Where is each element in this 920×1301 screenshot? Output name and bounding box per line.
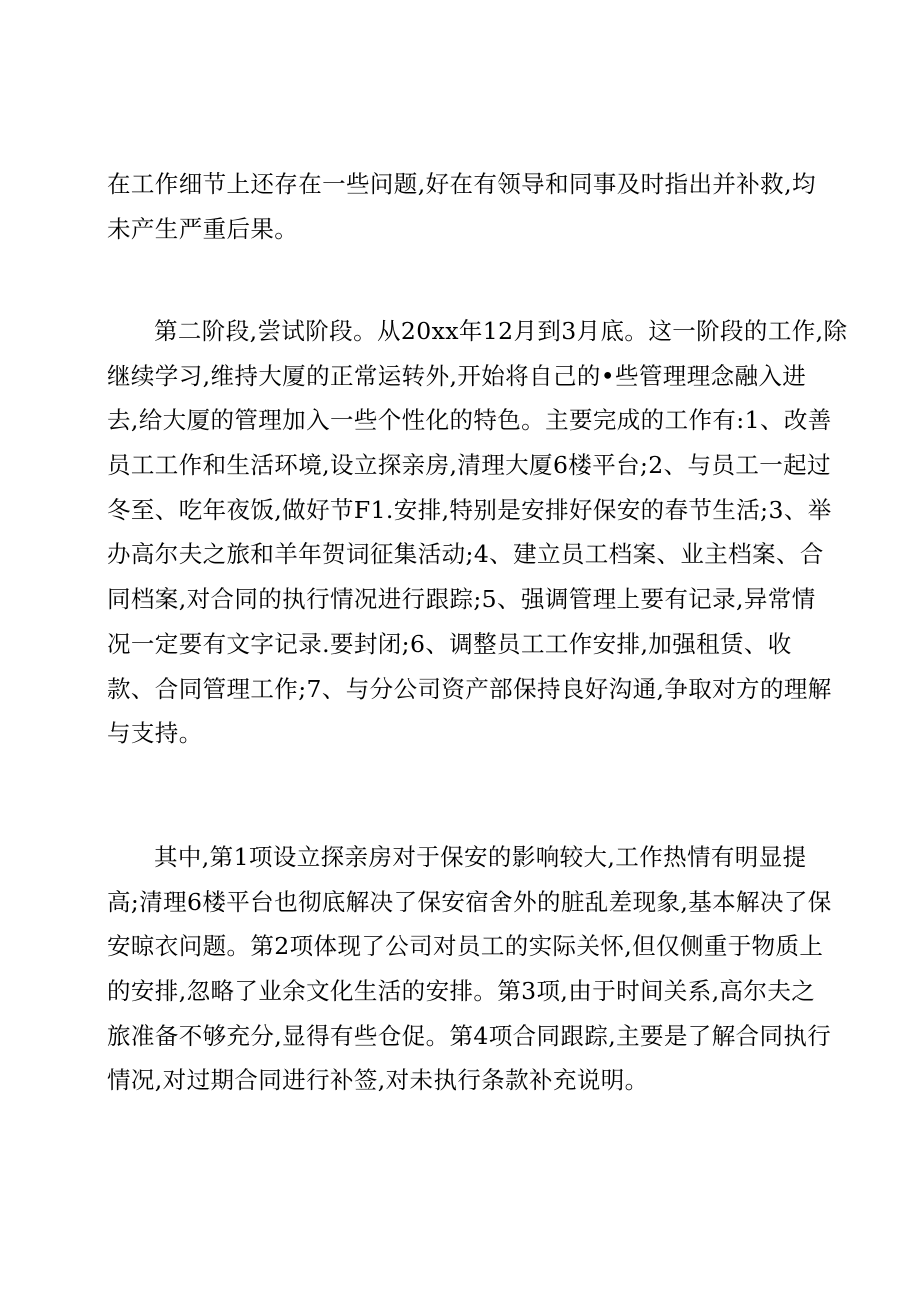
text-line: 员工工作和生活环境,设立探亲房,清理大厦6楼平台;2、与员工一起过 (107, 451, 831, 480)
text-line: 安晾衣问题。第2项体现了公司对员工的实际关怀,但仅侧重于物质上 (107, 932, 824, 961)
text-line: 款、合同管理工作;7、与分公司资产部保持良好沟通,争取对方的理解 (107, 674, 832, 703)
text-line: 其中,第1项设立探亲房对于保安的影响较大,工作热情有明显提 (154, 843, 807, 871)
text-line: 况一定要有文字记录.要封闭;6、调整员工工作安排,加强租赁、收 (107, 629, 792, 658)
text-line: 未产生严重后果。 (107, 214, 299, 243)
text-line: 去,给大厦的管理加入一些个性化的特色。主要完成的工作有:1、改善 (107, 406, 832, 435)
text-line: 情况,对过期合同进行补签,对未执行条款补充说明。 (107, 1066, 649, 1095)
text-line: 与支持。 (107, 719, 203, 748)
text-line: 继续学习,维持大厦的正常运转外,开始将自己的•些管理理念融入进 (107, 361, 807, 390)
text-line: 的安排,忽略了业余文化生活的安排。第3项,由于时间关系,高尔夫之 (107, 977, 816, 1006)
text-line: 旅准备不够充分,显得有些仓促。第4项合同跟踪,主要是了解合同执行 (107, 1021, 832, 1050)
text-line: 在工作细节上还存在一些问题,好在有领导和同事及时指出并补救,均 (107, 170, 816, 198)
text-line: 高;清理6楼平台也彻底解决了保安宿舍外的脏乱差现象,基本解决了保 (107, 887, 832, 916)
text-line: 第二阶段,尝试阶段。从20xx年12月到3月底。这一阶段的工作,除 (154, 317, 848, 345)
paragraph-1 (107, 162, 827, 251)
text-line: 冬至、吃年夜饭,做好节F1.安排,特别是安排好保安的春节生活;3、举 (107, 495, 832, 524)
text-line: 同档案,对合同的执行情况进行跟踪;5、强调管理上要有记录,异常情 (107, 585, 816, 614)
text-line: 办高尔夫之旅和羊年贺词征集活动;4、建立员工档案、业主档案、合 (107, 540, 824, 569)
paragraph-2 (107, 309, 848, 756)
paragraph-3 (107, 835, 832, 1103)
